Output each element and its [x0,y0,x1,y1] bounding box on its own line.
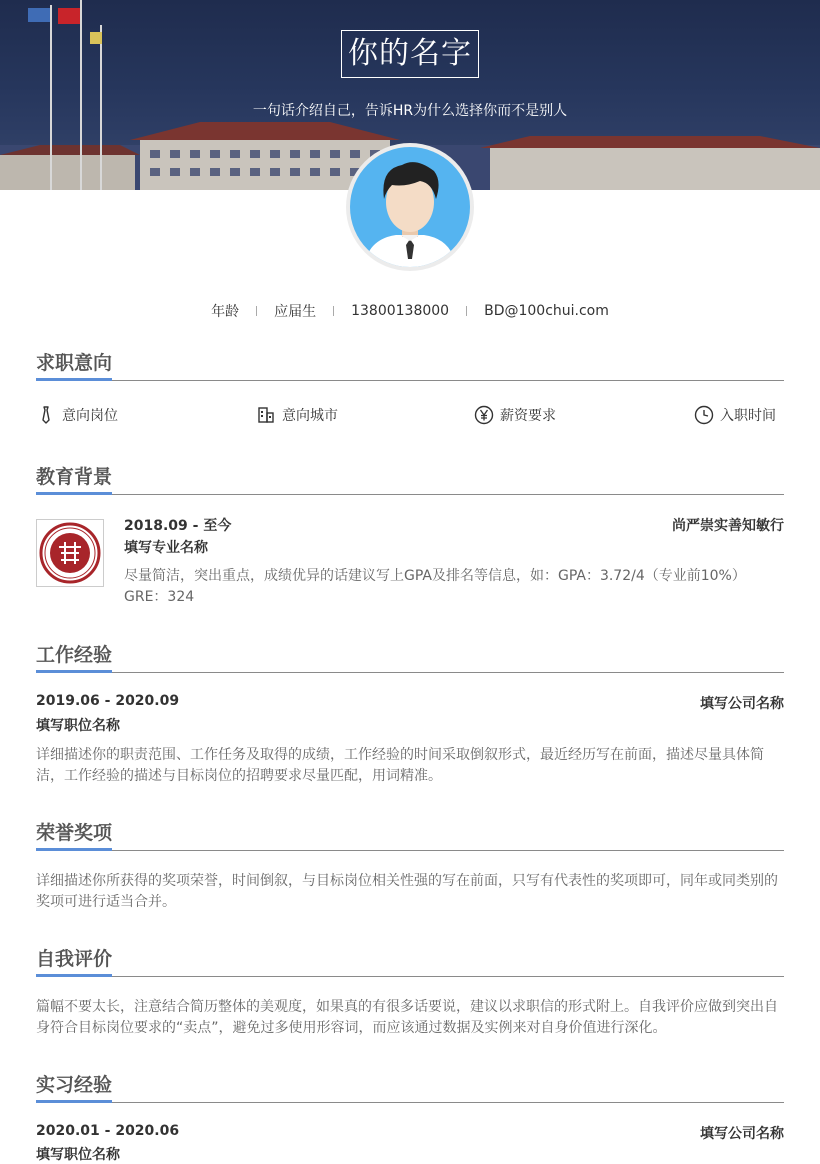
section-title: 自我评价 [36,946,112,977]
section-title: 求职意向 [36,350,112,381]
divider [466,306,467,316]
intent-position [36,403,118,427]
intern-title: 填写职位名称 [36,1147,120,1163]
edu-period: 2018.09 - 至今 [124,518,232,534]
graduate-status: 应届生 [274,304,317,320]
section-intent [36,350,784,381]
phone: 13800138000 [351,303,450,319]
clock-icon [694,405,714,425]
intent-salary-label: 薪资要求 [500,408,556,424]
intent-salary [474,403,556,427]
school-logo [36,519,104,587]
section-intern [36,1072,784,1103]
candidate-name: 你的名字 [341,30,479,78]
divider [333,306,334,316]
avatar [346,143,474,271]
section-title: 实习经验 [36,1072,112,1103]
edu-desc: 尽量简洁，突出重点，成绩优异的话建议写上GPA及排名等信息，如：GPA：3.72/4（专业前10%） GRE：324 [124,568,746,605]
section-title: 工作经验 [36,642,112,673]
self-desc: 篇幅不要太长，注意结合简历整体的美观度，如果真的有很多话要说，建议以求职信的形式附上。自我评价应做到突出自身符合目标岗位要求的“卖点”，避免过多使用形容词，而应该通过数据及实例来对自身价值进行深化。 [36,999,778,1036]
work-title: 填写职位名称 [36,718,120,734]
building-icon [256,405,276,425]
section-honors [36,820,784,851]
intent-city [256,403,338,427]
yen-icon [474,405,494,425]
honors-desc: 详细描述你所获得的奖项荣誉，时间倒叙，与目标岗位相关性强的写在前面，只写有代表性的奖项即可，同年或同类别的奖项可进行适当合并。 [36,873,778,910]
section-work [36,642,784,673]
contact-bar [0,300,820,322]
section-education [36,464,784,495]
intern-company: 填写公司名称 [700,1126,784,1142]
work-period: 2019.06 - 2020.09 [36,693,180,709]
intern-period: 2020.01 - 2020.06 [36,1123,180,1139]
intent-start-label: 入职时间 [720,408,776,424]
divider [256,306,257,316]
work-company: 填写公司名称 [700,696,784,712]
tagline: 一句话介绍自己，告诉HR为什么选择你而不是别人 [252,103,568,119]
intent-city-label: 意向城市 [282,408,338,424]
work-desc: 详细描述你的职责范围、工作任务及取得的成绩，工作经验的时间采取倒叙形式，最近经历写在前面，描述尽量具体简洁，工作经验的描述与目标岗位的招聘要求尽量匹配，用词精准。 [36,747,764,784]
intent-start [694,403,776,427]
edu-school: 尚严崇实善知敏行 [672,518,784,534]
tie-icon [36,405,56,425]
section-self [36,946,784,977]
age: 年龄 [211,304,240,320]
intent-position-label: 意向岗位 [62,408,118,424]
email[interactable]: BD@100chui.com [484,303,609,319]
flagpoles [25,0,115,190]
edu-major: 填写专业名称 [124,540,208,556]
section-title: 荣誉奖项 [36,820,112,851]
section-title: 教育背景 [36,464,112,495]
